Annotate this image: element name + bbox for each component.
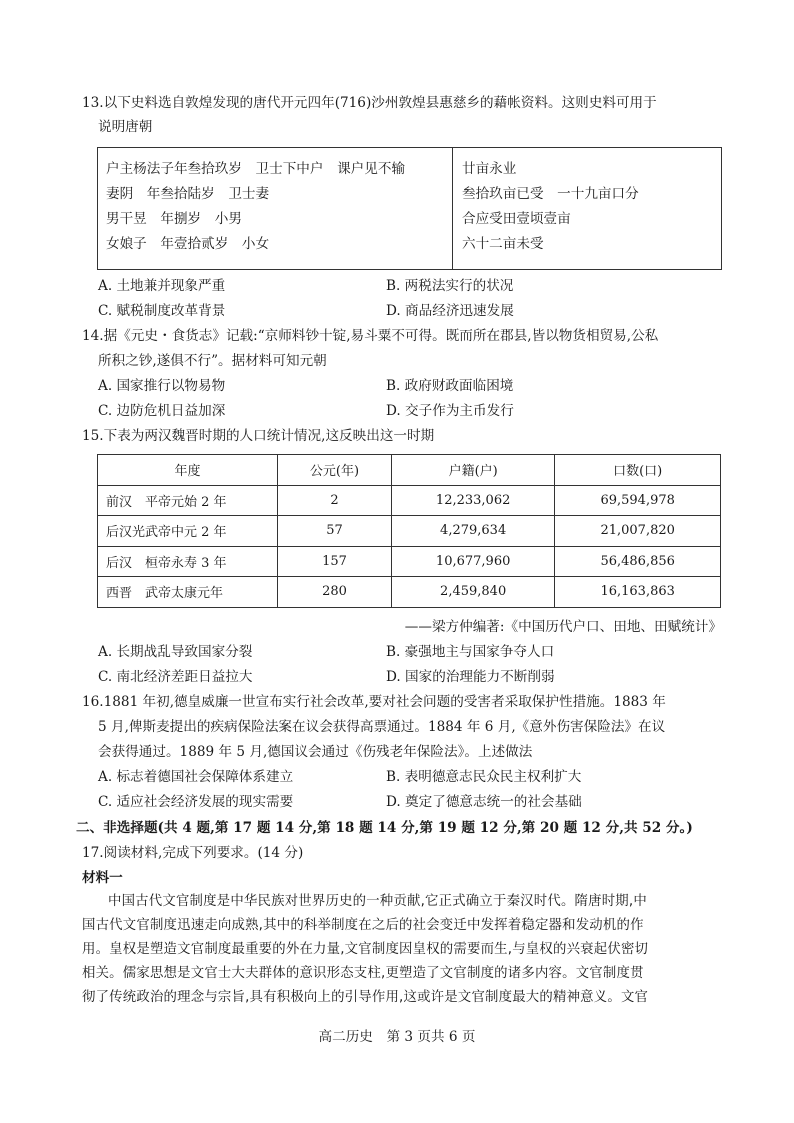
q13-left-line: 户主杨法子年叁拾玖岁 卫士下中户 课户见不输 xyxy=(106,161,406,177)
q13-left-line: 男干昱 年捌岁 小男 xyxy=(106,211,242,227)
q15-stem: 15.下表为两汉魏晋时期的人口统计情况,这反映出这一时期 xyxy=(82,428,435,444)
q17-stem: 17.阅读材料,完成下列要求。(14 分) xyxy=(82,845,304,861)
q14-stem-line2: 所积之钞,遂俱不行”。据材料可知元朝 xyxy=(98,353,327,369)
table-row xyxy=(98,516,721,547)
q13-option-d[interactable]: D. 商品经济迅速发展 xyxy=(386,303,514,319)
q16-option-b[interactable]: B. 表明德意志民众民主权利扩大 xyxy=(386,769,582,785)
table-header-cell: 年度 xyxy=(98,455,278,486)
table-cell: 2,459,840 xyxy=(391,577,555,608)
q15-option-b[interactable]: B. 豪强地主与国家争夺人口 xyxy=(386,644,555,660)
q14-option-b[interactable]: B. 政府财政面临困境 xyxy=(386,378,514,394)
q15-source-citation: ——梁方仲编著:《中国历代户口、田地、田赋统计》 xyxy=(404,619,722,635)
q15-option-a[interactable]: A. 长期战乱导致国家分裂 xyxy=(98,644,253,660)
q13-right-line: 六十二亩未受 xyxy=(462,236,544,252)
table-cell: 4,279,634 xyxy=(391,516,555,547)
q15-option-c[interactable]: C. 南北经济差距日益拉大 xyxy=(98,669,253,685)
table-row xyxy=(98,546,721,577)
table-header-cell: 公元(年) xyxy=(278,455,392,486)
q13-source-box xyxy=(97,147,722,270)
table-cell: 后汉 桓帝永寿 3 年 xyxy=(98,546,278,577)
table-header-row xyxy=(98,455,721,486)
page-footer: 高二历史 第 3 页共 6 页 xyxy=(318,1029,476,1045)
q16-option-a[interactable]: A. 标志着德国社会保障体系建立 xyxy=(98,769,294,785)
q13-right-line: 合应受田壹顷壹亩 xyxy=(462,211,571,227)
material-line: 相关。儒家思想是文官士大夫群体的意识形态支柱,更塑造了文官制度的诸多内容。文官制度贯 xyxy=(82,966,644,981)
q13-option-c[interactable]: C. 赋税制度改革背景 xyxy=(98,303,226,319)
table-cell: 西晋 武帝太康元年 xyxy=(98,577,278,608)
table-row xyxy=(98,577,721,608)
table-cell: 10,677,960 xyxy=(391,546,555,577)
material-line: 彻了传统政治的理念与宗旨,具有积极向上的引导作用,这或许是文官制度最大的精神意义。文官 xyxy=(82,990,649,1005)
table-cell: 280 xyxy=(278,577,392,608)
q13-stem-line2: 说明唐朝 xyxy=(98,119,153,135)
table-cell: 69,594,978 xyxy=(555,485,721,516)
table-cell: 前汉 平帝元始 2 年 xyxy=(98,485,278,516)
q13-option-a[interactable]: A. 土地兼并现象严重 xyxy=(98,278,226,294)
table-cell: 56,486,856 xyxy=(555,546,721,577)
q16-option-c[interactable]: C. 适应社会经济发展的现实需要 xyxy=(98,794,294,810)
table-cell: 16,163,863 xyxy=(555,577,721,608)
table-header-cell: 口数(口) xyxy=(555,455,721,486)
q13-box-divider xyxy=(452,148,453,269)
table-cell: 21,007,820 xyxy=(555,516,721,547)
table-cell: 12,233,062 xyxy=(391,485,555,516)
q16-option-d[interactable]: D. 奠定了德意志统一的社会基础 xyxy=(386,794,582,810)
table-cell: 2 xyxy=(278,485,392,516)
q13-right-line: 叁拾玖亩已受 一十九亩口分 xyxy=(462,186,639,202)
material-line: 中国古代文官制度是中华民族对世界历史的一种贡献,它正式确立于秦汉时代。隋唐时期,中 xyxy=(108,894,647,909)
table-row xyxy=(98,485,721,516)
q16-stem-line2: 5 月,俾斯麦提出的疾病保险法案在议会获得高票通过。1884 年 6 月,《意外伤害保险法》在议 xyxy=(98,719,666,735)
q14-option-c[interactable]: C. 边防危机日益加深 xyxy=(98,403,226,419)
q14-stem-line1: 14.据《元史・食货志》记载:“京师料钞十锭,易斗粟不可得。既而所在郡县,皆以物货相贸易,公私 xyxy=(82,328,659,344)
table-cell: 157 xyxy=(278,546,392,577)
q13-left-line: 妻阴 年叁拾陆岁 卫士妻 xyxy=(106,186,270,202)
table-cell: 57 xyxy=(278,516,392,547)
q14-option-d[interactable]: D. 交子作为主币发行 xyxy=(386,403,514,419)
q15-option-d[interactable]: D. 国家的治理能力不断削弱 xyxy=(386,669,555,685)
table-cell: 后汉光武帝中元 2 年 xyxy=(98,516,278,547)
section-heading: 二、非选择题(共 4 题,第 17 题 14 分,第 18 题 14 分,第 19 题 12 分,第 20 题 12 分,共 52 分。) xyxy=(76,820,693,836)
q15-population-table xyxy=(97,454,721,608)
q16-stem-line1: 16.1881 年初,德皇威廉一世宣布实行社会改革,要对社会问题的受害者采取保护性措施。1883 年 xyxy=(82,694,666,710)
q13-right-line: 廿亩永业 xyxy=(462,161,517,177)
q13-left-line: 女娘子 年壹拾贰岁 小女 xyxy=(106,236,270,252)
q13-stem-line1: 13.以下史料选自敦煌发现的唐代开元四年(716)沙州敦煌县惠慈乡的藉帐资料。这则史料可用于 xyxy=(82,95,657,111)
material-line: 国古代文官制度迅速走向成熟,其中的科举制度在之后的社会变迁中发挥着稳定器和发动机的作 xyxy=(82,918,644,933)
table-header-cell: 户籍(户) xyxy=(391,455,555,486)
material-title: 材料一 xyxy=(82,870,123,886)
q13-option-b[interactable]: B. 两税法实行的状况 xyxy=(386,278,514,294)
material-line: 用。皇权是塑造文官制度最重要的外在力量,文官制度因皇权的需要而生,与皇权的兴衰起伏密切 xyxy=(82,942,649,957)
q16-stem-line3: 会获得通过。1889 年 5 月,德国议会通过《伤残老年保险法》。上述做法 xyxy=(98,744,533,760)
q14-option-a[interactable]: A. 国家推行以物易物 xyxy=(98,378,226,394)
